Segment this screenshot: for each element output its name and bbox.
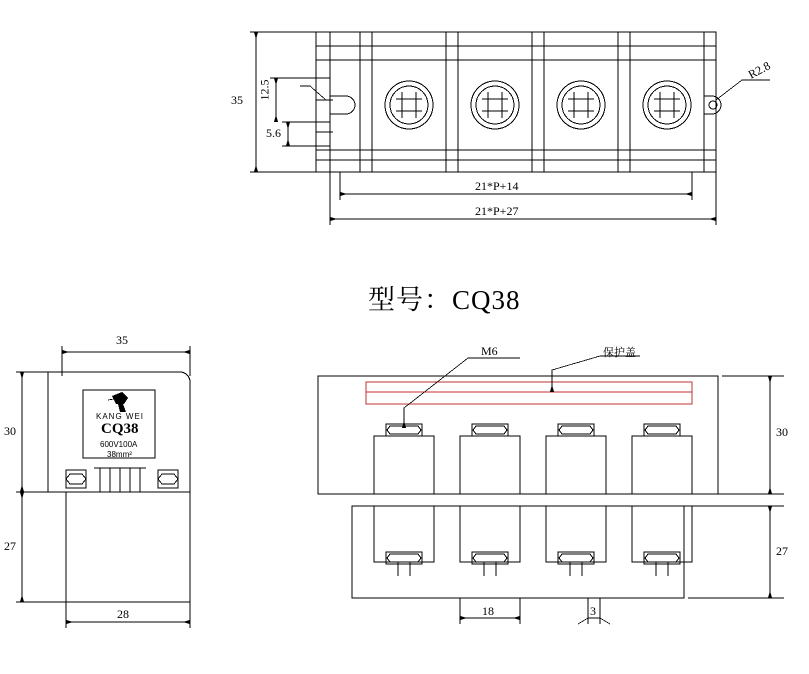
callout-cover: 保护盖 bbox=[603, 347, 636, 359]
nameplate-wire: 38mm² bbox=[107, 450, 132, 459]
callout-m6: M6 bbox=[481, 344, 498, 358]
dim-top-width-inner: 21*P+14 bbox=[475, 179, 519, 193]
dim-side-width-28: 28 bbox=[117, 607, 129, 621]
brand-logo bbox=[108, 392, 128, 412]
dim-front-pitch-18: 18 bbox=[482, 604, 494, 618]
top-view-body bbox=[316, 32, 716, 172]
page-title: 型号：CQ38 bbox=[368, 285, 521, 315]
dim-top-radius: R2.8 bbox=[745, 58, 773, 82]
nameplate-model: CQ38 bbox=[101, 421, 139, 437]
dim-top-offset-5-6: 5.6 bbox=[266, 126, 281, 140]
dim-top-offset-12-5: 12.5 bbox=[257, 79, 272, 101]
dim-side-width-35: 35 bbox=[116, 333, 128, 347]
front-view-dimensions bbox=[460, 376, 784, 624]
front-view-body bbox=[318, 376, 718, 598]
dim-front-height-27: 27 bbox=[776, 544, 788, 558]
dim-side-height-30: 30 bbox=[4, 424, 16, 438]
top-view-screws bbox=[385, 81, 721, 129]
dim-front-height-30: 30 bbox=[776, 425, 788, 439]
nameplate-brand: KANG WEI bbox=[96, 412, 145, 421]
dim-top-height-35: 35 bbox=[231, 93, 243, 107]
dim-side-height-27: 27 bbox=[4, 539, 16, 553]
top-view-dimensions bbox=[250, 32, 770, 225]
side-view-dimensions bbox=[16, 346, 190, 628]
nameplate-rating: 600V100A bbox=[100, 440, 138, 449]
dim-top-width-outer: 21*P+27 bbox=[475, 204, 519, 218]
dim-front-gap-3: 3 bbox=[590, 604, 596, 618]
